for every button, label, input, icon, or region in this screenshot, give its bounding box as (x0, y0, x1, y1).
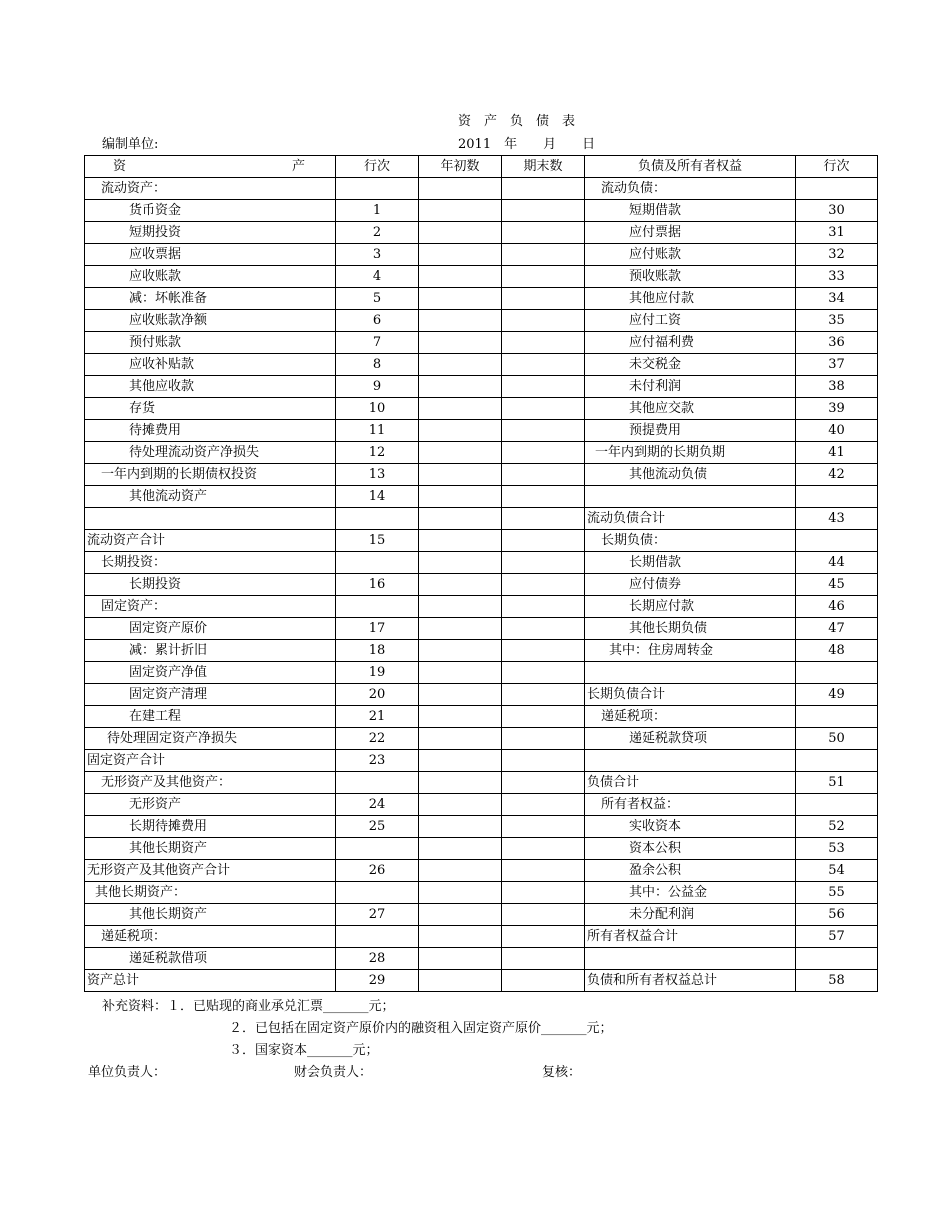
asset-cell: 其他长期资产 (85, 838, 336, 860)
end-value-cell (502, 486, 585, 508)
liability-cell: 应付工资 (585, 310, 796, 332)
asset-cell: 货币资金 (85, 200, 336, 222)
asset-line-no-cell: 6 (336, 310, 419, 332)
liability-cell (585, 662, 796, 684)
liability-cell: 预收账款 (585, 266, 796, 288)
asset-line-no-cell (336, 772, 419, 794)
liability-line-no-cell (796, 706, 878, 728)
table-row (85, 398, 878, 420)
header-asset-left: 资 (113, 159, 127, 174)
liability-cell: 其中：公益金 (585, 882, 796, 904)
end-value-cell (502, 794, 585, 816)
asset-line-no-cell (336, 178, 419, 200)
end-value-cell (502, 222, 585, 244)
begin-value-cell (419, 266, 502, 288)
begin-value-cell (419, 662, 502, 684)
liability-cell: 实收资本 (585, 816, 796, 838)
begin-value-cell (419, 838, 502, 860)
asset-line-no-cell: 14 (336, 486, 419, 508)
asset-cell: 无形资产 (85, 794, 336, 816)
unit-head-signature: 单位负责人： (88, 1065, 167, 1080)
liability-cell: 其他长期负债 (585, 618, 796, 640)
end-value-cell (502, 904, 585, 926)
table-row (85, 200, 878, 222)
liability-line-no-cell: 46 (796, 596, 878, 618)
table-row (85, 178, 878, 200)
asset-cell: 存货 (85, 398, 336, 420)
end-value-cell (502, 728, 585, 750)
table-row (85, 574, 878, 596)
header-begin: 年初数 (419, 156, 502, 178)
balance-sheet-table (84, 155, 878, 992)
end-value-cell (502, 244, 585, 266)
end-value-cell (502, 640, 585, 662)
table-row (85, 376, 878, 398)
liability-cell: 所有者权益合计 (585, 926, 796, 948)
liability-cell: 未付利润 (585, 376, 796, 398)
begin-value-cell (419, 882, 502, 904)
table-row (85, 288, 878, 310)
table-row (85, 596, 878, 618)
liability-cell: 应付票据 (585, 222, 796, 244)
liability-line-no-cell: 32 (796, 244, 878, 266)
liability-line-no-cell: 36 (796, 332, 878, 354)
table-row (85, 728, 878, 750)
liability-line-no-cell: 54 (796, 860, 878, 882)
liability-line-no-cell: 43 (796, 508, 878, 530)
asset-cell: 其他长期资产： (85, 882, 336, 904)
liability-line-no-cell: 56 (796, 904, 878, 926)
begin-value-cell (419, 618, 502, 640)
table-row (85, 662, 878, 684)
asset-cell: 流动资产合计 (85, 530, 336, 552)
liability-cell: 未交税金 (585, 354, 796, 376)
asset-cell: 减：累计折旧 (85, 640, 336, 662)
liability-line-no-cell: 38 (796, 376, 878, 398)
table-row (85, 332, 878, 354)
asset-line-no-cell: 13 (336, 464, 419, 486)
table-row (85, 508, 878, 530)
table-row (85, 310, 878, 332)
begin-value-cell (419, 508, 502, 530)
table-header-row (85, 156, 878, 178)
end-value-cell (502, 200, 585, 222)
liability-cell: 资本公积 (585, 838, 796, 860)
table-row (85, 640, 878, 662)
liability-cell (585, 948, 796, 970)
asset-cell: 在建工程 (85, 706, 336, 728)
begin-value-cell (419, 420, 502, 442)
asset-cell: 固定资产净值 (85, 662, 336, 684)
end-value-cell (502, 508, 585, 530)
asset-line-no-cell (336, 508, 419, 530)
liability-line-no-cell (796, 662, 878, 684)
liability-line-no-cell: 47 (796, 618, 878, 640)
asset-cell: 流动资产： (85, 178, 336, 200)
asset-line-no-cell (336, 926, 419, 948)
liability-cell: 预提费用 (585, 420, 796, 442)
end-value-cell (502, 420, 585, 442)
header-asset-right: 产 (291, 159, 305, 174)
liability-line-no-cell: 40 (796, 420, 878, 442)
asset-line-no-cell: 11 (336, 420, 419, 442)
table-row (85, 244, 878, 266)
end-value-cell (502, 750, 585, 772)
end-value-cell (502, 926, 585, 948)
begin-value-cell (419, 222, 502, 244)
end-value-cell (502, 860, 585, 882)
liability-line-no-cell: 53 (796, 838, 878, 860)
asset-cell: 固定资产清理 (85, 684, 336, 706)
begin-value-cell (419, 244, 502, 266)
table-row (85, 816, 878, 838)
begin-value-cell (419, 750, 502, 772)
end-value-cell (502, 816, 585, 838)
end-value-cell (502, 310, 585, 332)
end-value-cell (502, 618, 585, 640)
liability-cell: 其他流动负债 (585, 464, 796, 486)
asset-line-no-cell: 2 (336, 222, 419, 244)
liability-cell (585, 486, 796, 508)
begin-value-cell (419, 794, 502, 816)
end-value-cell (502, 706, 585, 728)
asset-cell: 固定资产合计 (85, 750, 336, 772)
end-value-cell (502, 266, 585, 288)
liability-line-no-cell: 50 (796, 728, 878, 750)
asset-cell: 无形资产及其他资产： (85, 772, 336, 794)
asset-line-no-cell: 10 (336, 398, 419, 420)
asset-line-no-cell: 23 (336, 750, 419, 772)
begin-value-cell (419, 354, 502, 376)
liability-line-no-cell: 45 (796, 574, 878, 596)
table-row (85, 794, 878, 816)
table-row (85, 882, 878, 904)
table-row (85, 552, 878, 574)
liability-line-no-cell: 39 (796, 398, 878, 420)
liability-line-no-cell: 30 (796, 200, 878, 222)
begin-value-cell (419, 948, 502, 970)
end-value-cell (502, 552, 585, 574)
begin-value-cell (419, 332, 502, 354)
asset-line-no-cell (336, 838, 419, 860)
liability-line-no-cell: 51 (796, 772, 878, 794)
end-value-cell (502, 442, 585, 464)
liability-cell (585, 750, 796, 772)
table-row (85, 926, 878, 948)
asset-line-no-cell (336, 596, 419, 618)
liability-line-no-cell: 35 (796, 310, 878, 332)
end-value-cell (502, 530, 585, 552)
asset-line-no-cell: 21 (336, 706, 419, 728)
header-liability: 负债及所有者权益 (585, 156, 796, 178)
asset-line-no-cell (336, 552, 419, 574)
liability-cell: 递延税项： (585, 706, 796, 728)
table-row (85, 354, 878, 376)
asset-cell: 减：坏帐准备 (85, 288, 336, 310)
liability-cell: 应付账款 (585, 244, 796, 266)
table-row (85, 530, 878, 552)
asset-line-no-cell: 5 (336, 288, 419, 310)
begin-value-cell (419, 530, 502, 552)
begin-value-cell (419, 640, 502, 662)
asset-line-no-cell: 8 (336, 354, 419, 376)
liability-line-no-cell: 34 (796, 288, 878, 310)
asset-cell: 无形资产及其他资产合计 (85, 860, 336, 882)
liability-cell: 长期应付款 (585, 596, 796, 618)
page-title: 资 产 负 债 表 (458, 114, 576, 129)
liability-line-no-cell: 37 (796, 354, 878, 376)
liability-cell: 流动负债合计 (585, 508, 796, 530)
liability-cell: 其他应交款 (585, 398, 796, 420)
asset-line-no-cell: 25 (336, 816, 419, 838)
finance-head-signature: 财会负责人： (294, 1065, 373, 1080)
asset-line-no-cell: 7 (336, 332, 419, 354)
liability-line-no-cell (796, 178, 878, 200)
end-value-cell (502, 662, 585, 684)
asset-cell: 应收账款净额 (85, 310, 336, 332)
asset-line-no-cell: 18 (336, 640, 419, 662)
asset-cell: 应收账款 (85, 266, 336, 288)
asset-cell: 递延税项： (85, 926, 336, 948)
liability-line-no-cell (796, 794, 878, 816)
end-value-cell (502, 838, 585, 860)
liability-line-no-cell: 42 (796, 464, 878, 486)
begin-value-cell (419, 684, 502, 706)
liability-cell: 应付福利费 (585, 332, 796, 354)
begin-value-cell (419, 486, 502, 508)
asset-cell: 固定资产： (85, 596, 336, 618)
liability-cell: 未分配利润 (585, 904, 796, 926)
table-row (85, 222, 878, 244)
review-signature: 复核： (542, 1065, 582, 1080)
table-row (85, 464, 878, 486)
end-value-cell (502, 574, 585, 596)
asset-cell: 应收票据 (85, 244, 336, 266)
table-row (85, 486, 878, 508)
asset-line-no-cell: 22 (336, 728, 419, 750)
table-row (85, 838, 878, 860)
asset-line-no-cell: 29 (336, 970, 419, 992)
begin-value-cell (419, 596, 502, 618)
liability-cell: 一年内到期的长期负期 (585, 442, 796, 464)
header-end: 期末数 (502, 156, 585, 178)
liability-line-no-cell: 48 (796, 640, 878, 662)
liability-cell: 长期借款 (585, 552, 796, 574)
liability-cell: 流动负债： (585, 178, 796, 200)
end-value-cell (502, 948, 585, 970)
asset-cell: 固定资产原价 (85, 618, 336, 640)
asset-line-no-cell: 28 (336, 948, 419, 970)
header-line-no-2: 行次 (796, 156, 878, 178)
table-row (85, 750, 878, 772)
asset-cell: 递延税款借项 (85, 948, 336, 970)
asset-cell: 一年内到期的长期债权投资 (85, 464, 336, 486)
asset-line-no-cell: 26 (336, 860, 419, 882)
liability-cell: 其他应付款 (585, 288, 796, 310)
unit-label: 编制单位: (102, 137, 159, 152)
asset-cell: 待处理固定资产净损失 (85, 728, 336, 750)
asset-line-no-cell: 4 (336, 266, 419, 288)
table-row (85, 442, 878, 464)
end-value-cell (502, 464, 585, 486)
report-date: 2011 年 月 日 (458, 137, 596, 152)
liability-line-no-cell: 44 (796, 552, 878, 574)
liability-cell: 长期负债： (585, 530, 796, 552)
asset-cell: 资产总计 (85, 970, 336, 992)
begin-value-cell (419, 728, 502, 750)
end-value-cell (502, 332, 585, 354)
begin-value-cell (419, 926, 502, 948)
begin-value-cell (419, 574, 502, 596)
asset-cell: 其他长期资产 (85, 904, 336, 926)
begin-value-cell (419, 288, 502, 310)
asset-line-no-cell: 17 (336, 618, 419, 640)
asset-cell: 长期投资 (85, 574, 336, 596)
begin-value-cell (419, 464, 502, 486)
begin-value-cell (419, 970, 502, 992)
asset-line-no-cell: 12 (336, 442, 419, 464)
table-row (85, 684, 878, 706)
liability-cell: 其中：住房周转金 (585, 640, 796, 662)
liability-line-no-cell (796, 750, 878, 772)
header-asset (85, 156, 336, 178)
asset-line-no-cell (336, 882, 419, 904)
table-row (85, 706, 878, 728)
asset-line-no-cell: 27 (336, 904, 419, 926)
asset-cell (85, 508, 336, 530)
begin-value-cell (419, 860, 502, 882)
table-row (85, 420, 878, 442)
supplement-note-1: 补充资料：１．已贴现的商业承兑汇票_______元； (102, 999, 395, 1014)
liability-line-no-cell: 41 (796, 442, 878, 464)
liability-line-no-cell (796, 486, 878, 508)
end-value-cell (502, 288, 585, 310)
liability-line-no-cell: 55 (796, 882, 878, 904)
begin-value-cell (419, 310, 502, 332)
liability-line-no-cell: 33 (796, 266, 878, 288)
asset-line-no-cell: 16 (336, 574, 419, 596)
begin-value-cell (419, 376, 502, 398)
table-row (85, 772, 878, 794)
asset-line-no-cell: 9 (336, 376, 419, 398)
asset-cell: 待处理流动资产净损失 (85, 442, 336, 464)
supplement-note-3: ３．国家资本_______元； (229, 1043, 379, 1058)
liability-cell: 盈余公积 (585, 860, 796, 882)
begin-value-cell (419, 904, 502, 926)
begin-value-cell (419, 200, 502, 222)
begin-value-cell (419, 552, 502, 574)
table-row (85, 948, 878, 970)
liability-cell: 长期负债合计 (585, 684, 796, 706)
liability-line-no-cell (796, 948, 878, 970)
liability-line-no-cell: 52 (796, 816, 878, 838)
liability-line-no-cell: 58 (796, 970, 878, 992)
end-value-cell (502, 354, 585, 376)
begin-value-cell (419, 706, 502, 728)
asset-cell: 待摊费用 (85, 420, 336, 442)
asset-line-no-cell: 20 (336, 684, 419, 706)
begin-value-cell (419, 178, 502, 200)
asset-cell: 其他流动资产 (85, 486, 336, 508)
asset-line-no-cell: 19 (336, 662, 419, 684)
table-row (85, 970, 878, 992)
asset-cell: 长期投资： (85, 552, 336, 574)
asset-line-no-cell: 24 (336, 794, 419, 816)
begin-value-cell (419, 442, 502, 464)
asset-cell: 短期投资 (85, 222, 336, 244)
table-row (85, 618, 878, 640)
liability-cell: 所有者权益： (585, 794, 796, 816)
table-row (85, 904, 878, 926)
end-value-cell (502, 376, 585, 398)
liability-cell: 负债和所有者权益总计 (585, 970, 796, 992)
end-value-cell (502, 398, 585, 420)
end-value-cell (502, 772, 585, 794)
asset-line-no-cell: 3 (336, 244, 419, 266)
asset-cell: 其他应收款 (85, 376, 336, 398)
liability-cell: 负债合计 (585, 772, 796, 794)
asset-cell: 预付账款 (85, 332, 336, 354)
begin-value-cell (419, 772, 502, 794)
asset-cell: 应收补贴款 (85, 354, 336, 376)
header-line-no: 行次 (336, 156, 419, 178)
liability-cell: 递延税款贷项 (585, 728, 796, 750)
liability-cell: 应付债券 (585, 574, 796, 596)
asset-cell: 长期待摊费用 (85, 816, 336, 838)
begin-value-cell (419, 398, 502, 420)
end-value-cell (502, 684, 585, 706)
supplement-note-2: ２．已包括在固定资产原价内的融资租入固定资产原价_______元； (229, 1021, 613, 1036)
end-value-cell (502, 882, 585, 904)
table-row (85, 860, 878, 882)
end-value-cell (502, 970, 585, 992)
asset-line-no-cell: 1 (336, 200, 419, 222)
table-row (85, 266, 878, 288)
end-value-cell (502, 178, 585, 200)
liability-line-no-cell (796, 530, 878, 552)
liability-line-no-cell: 31 (796, 222, 878, 244)
liability-line-no-cell: 49 (796, 684, 878, 706)
end-value-cell (502, 596, 585, 618)
liability-line-no-cell: 57 (796, 926, 878, 948)
asset-line-no-cell: 15 (336, 530, 419, 552)
begin-value-cell (419, 816, 502, 838)
liability-cell: 短期借款 (585, 200, 796, 222)
